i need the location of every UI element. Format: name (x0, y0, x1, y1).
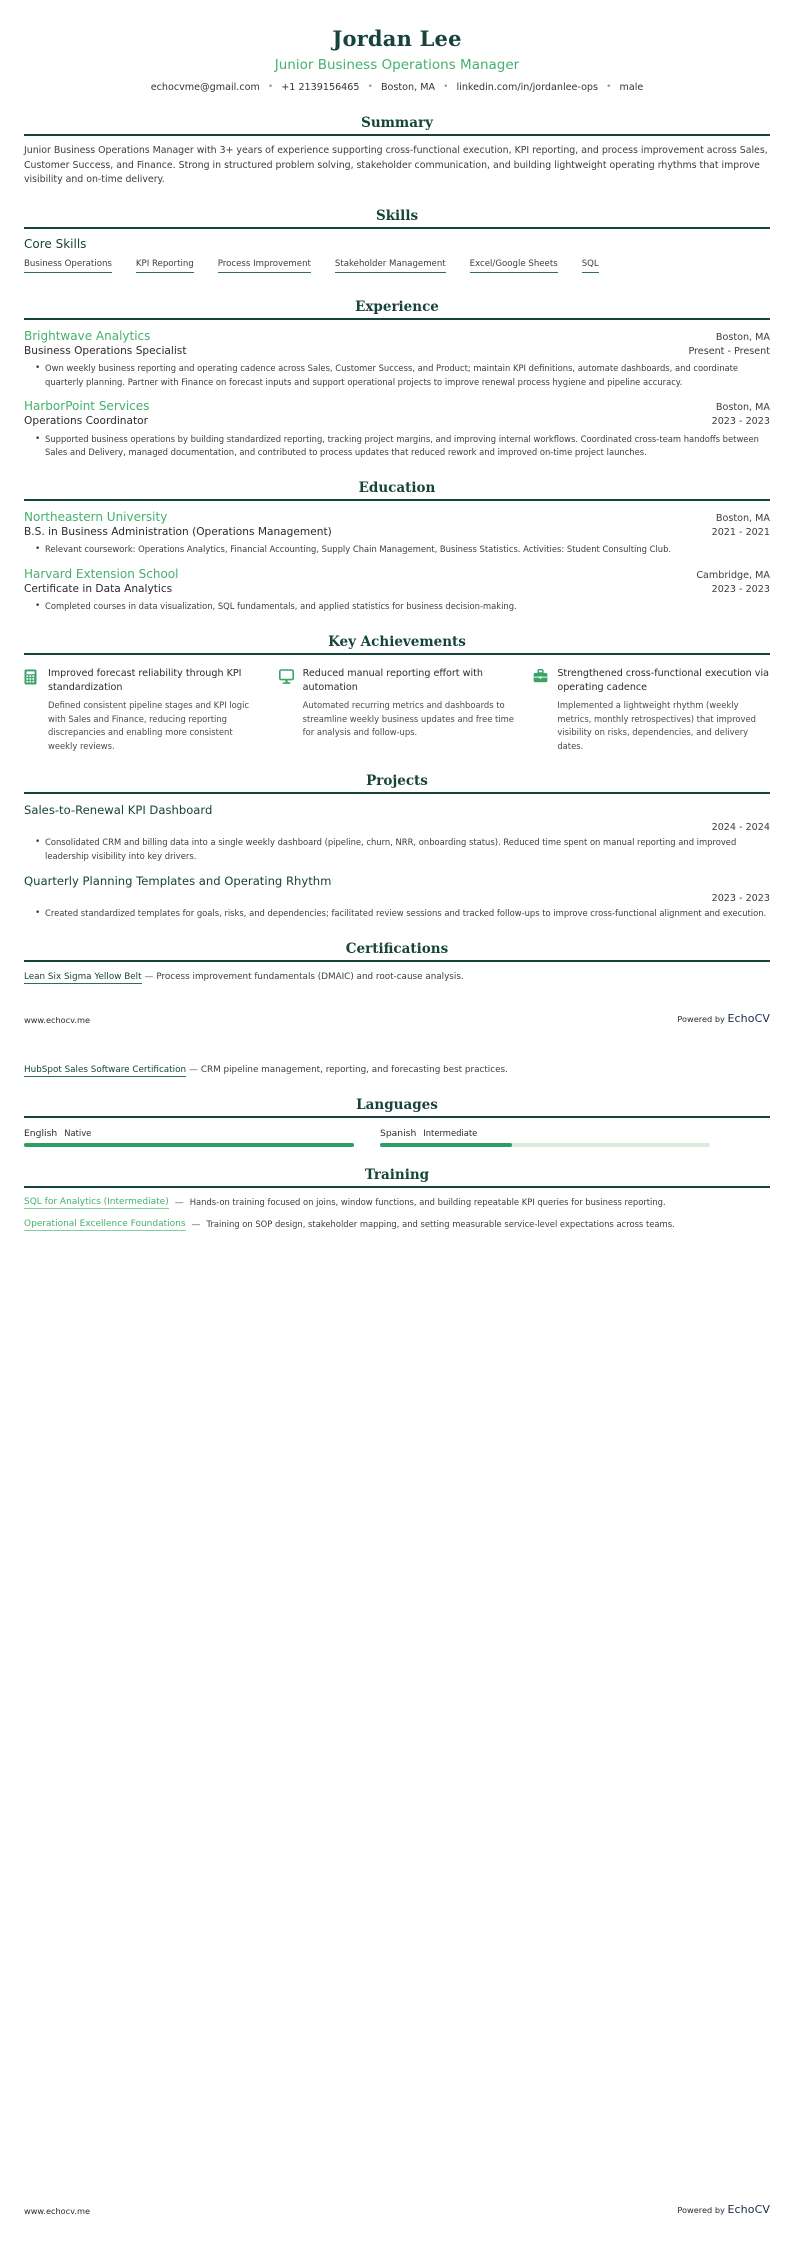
contact-linkedin[interactable]: linkedin.com/in/jordanlee-ops (456, 82, 599, 94)
training-description: Training on SOP design, stakeholder mapping, and setting measurable service-level expectations across teams. (206, 1219, 675, 1230)
bullet-item: • Completed courses in data visualization, SQL fundamentals, and applied statistics for business decision-making. (37, 600, 770, 613)
section-experience (24, 299, 770, 460)
language-name: English (24, 1128, 58, 1140)
achievements-grid (24, 663, 770, 754)
certification-description: Process improvement fundamentals (DMAIC) and root-cause analysis. (156, 971, 464, 982)
section-heading-education: Education (358, 479, 436, 496)
project-dates: 2023 - 2023 (711, 893, 770, 905)
training-name: SQL for Analytics (Intermediate) (24, 1196, 169, 1207)
footer-powered-by (677, 2203, 770, 2216)
job-bullets (24, 433, 770, 460)
certification-name: HubSpot Sales Software Certification (24, 1064, 187, 1075)
resume-header (24, 0, 770, 95)
training-dash: — (191, 1219, 201, 1230)
section-divider (24, 1186, 770, 1188)
contact-separator-icon: • (267, 82, 274, 93)
brand-name: EchoCV (727, 1011, 770, 1025)
section-skills (24, 208, 770, 279)
footer-powered-by (677, 1012, 770, 1025)
section-divider (24, 499, 770, 501)
achievement-description: Defined consistent pipeline stages and KPI logic with Sales and Finance, reducing reporting discrepancies and enabling more consistent weekly reviews. (48, 700, 250, 751)
section-divider (24, 792, 770, 794)
experience-entry (24, 398, 770, 459)
school-name: Northeastern University (24, 509, 168, 524)
employer-name: HarborPoint Services (24, 399, 150, 414)
education-bullets (24, 600, 770, 613)
contact-phone[interactable]: +1 2139156465 (281, 82, 360, 94)
section-heading-certifications: Certifications (345, 940, 449, 957)
job-dates: 2023 - 2023 (711, 416, 770, 428)
project-dates: 2024 - 2024 (711, 822, 770, 834)
project-title: Sales-to-Renewal KPI Dashboard (24, 803, 213, 818)
language-item (380, 1128, 710, 1147)
certification-name: Lean Six Sigma Yellow Belt (24, 971, 142, 982)
section-languages (24, 1097, 770, 1147)
section-heading-summary: Summary (361, 115, 433, 132)
bullet-item: • Own weekly business reporting and operating cadence across Sales, Customer Success, and Product; maintain KPI definitions, automate dashboards, and coordinate quarterly planning. Partner with Finance on forecast inputs and support operational projects to improve renewal process hygiene and pipeline accuracy. (37, 362, 770, 389)
job-title: Operations Coordinator (24, 415, 149, 428)
calculator-icon (24, 667, 40, 754)
language-name: Spanish (380, 1128, 417, 1140)
skill-tag: SQL (582, 259, 599, 273)
employer-location: Boston, MA (715, 402, 770, 414)
achievement-item (279, 667, 516, 754)
education-entry (24, 566, 770, 614)
training-dash: — (174, 1197, 184, 1208)
school-location: Boston, MA (715, 512, 770, 524)
section-summary (24, 115, 770, 188)
section-heading-skills: Skills (375, 207, 419, 224)
contact-separator-icon: • (606, 82, 612, 93)
powered-label: Powered by (677, 1013, 725, 1024)
language-item (24, 1128, 354, 1147)
monitor-icon (279, 667, 295, 754)
skill-tag: KPI Reporting (136, 259, 194, 273)
achievement-title: Strengthened cross-functional execution via operating cadence (557, 667, 770, 693)
project-bullets (24, 836, 770, 863)
section-training (24, 1167, 770, 1231)
training-item (24, 1196, 770, 1209)
certification-dash: — (144, 971, 154, 982)
achievement-title: Reduced manual reporting effort with automation (302, 667, 483, 693)
language-level: Native (64, 1128, 92, 1139)
project-entry (24, 802, 770, 863)
skill-tag: Process Improvement (218, 259, 311, 273)
training-item (24, 1218, 770, 1231)
languages-grid (24, 1126, 770, 1147)
contact-separator-icon: • (443, 82, 449, 93)
brand-name: EchoCV (727, 2203, 770, 2216)
achievement-description: Implemented a lightweight rhythm (weekly metrics, monthly retrospectives) that improved visibility on risks, dependencies, and delivery dates. (557, 700, 756, 751)
section-divider (24, 653, 770, 655)
section-heading-projects: Projects (366, 773, 428, 790)
certification-dash: — (189, 1064, 198, 1075)
achievement-item (24, 667, 261, 754)
contact-gender: male (619, 82, 644, 94)
footer-site-url[interactable]: www.echocv.me (24, 2206, 91, 2216)
section-heading-languages: Languages (356, 1097, 438, 1114)
degree-dates: 2021 - 2021 (711, 526, 770, 538)
section-certifications (24, 941, 770, 984)
bullet-item: • Supported business operations by building standardized reporting, tracking project margins, and improving internal workflows. Coordinated cross-team handoffs between Sales and Delivery, managed documentation, and contributed to process updates that reduced rework and improved on-time project launches. (37, 433, 770, 460)
bullet-item: • Consolidated CRM and billing data into a single weekly dashboard (pipeline, churn, NRR, onboarding status). Reduced time spent on manual reporting and improved leadership visibility into key drivers. (37, 836, 770, 863)
achievement-item (533, 667, 770, 754)
language-level: Intermediate (423, 1128, 478, 1139)
contact-line (24, 82, 770, 95)
language-proficiency-bar (380, 1143, 710, 1147)
education-bullets (24, 543, 770, 556)
page-title: Jordan Lee (332, 26, 462, 51)
summary-text: Junior Business Operations Manager with 3+ years of experience supporting cross-functional execution, KPI reporting, and process improvement across Sales, Customer Success, and Finance. Strong in structured problem solving, stakeholder communication, and building lightweight operating rhythms that improve visibility and on-time delivery. (24, 145, 768, 186)
education-entry (24, 509, 770, 557)
skill-tag: Business Operations (24, 259, 112, 273)
experience-entry (24, 328, 770, 389)
section-divider (24, 134, 770, 136)
footer-site-url[interactable]: www.echocv.me (24, 1014, 91, 1025)
section-heading-training: Training (364, 1167, 430, 1184)
powered-label: Powered by (677, 2205, 725, 2215)
job-bullets (24, 362, 770, 389)
certification-description: CRM pipeline management, reporting, and forecasting best practices. (200, 1064, 508, 1075)
section-projects (24, 773, 770, 921)
degree-dates: 2023 - 2023 (711, 583, 770, 595)
degree-title: B.S. in Business Administration (Operations Management) (24, 525, 332, 538)
school-name: Harvard Extension School (24, 566, 179, 581)
section-heading-experience: Experience (355, 298, 439, 315)
skill-tag: Stakeholder Management (335, 259, 446, 273)
briefcase-icon (533, 667, 549, 754)
achievement-description: Automated recurring metrics and dashboards to streamline weekly business updates and free time for analysis and follow-ups. (302, 700, 514, 738)
employer-location: Boston, MA (715, 331, 770, 343)
section-divider (24, 960, 770, 962)
section-divider (24, 1116, 770, 1118)
skills-group-title: Core Skills (24, 236, 87, 251)
skills-list (24, 259, 770, 279)
project-title: Quarterly Planning Templates and Operating Rhythm (24, 874, 332, 889)
employer-name: Brightwave Analytics (24, 328, 151, 343)
bullet-item: • Created standardized templates for goals, risks, and dependencies; facilitated review sessions and tracked follow-ups to improve cross-functional alignment and execution. (37, 907, 770, 920)
contact-separator-icon: • (367, 82, 373, 93)
page-footer-break (24, 1012, 770, 1025)
training-name: Operational Excellence Foundations (24, 1218, 186, 1229)
contact-email[interactable]: echocvme@gmail.com (150, 82, 260, 94)
skill-tag: Excel/Google Sheets (470, 259, 558, 273)
training-description: Hands-on training focused on joins, window functions, and building repeatable KPI queries for business reporting. (189, 1197, 666, 1208)
section-divider (24, 318, 770, 320)
headline: Junior Business Operations Manager (274, 57, 520, 74)
job-title: Business Operations Specialist (24, 344, 187, 357)
bullet-item: • Relevant coursework: Operations Analytics, Financial Accounting, Supply Chain Management, Business Statistics. Activities: Student Consulting Club. (37, 543, 770, 556)
section-education (24, 480, 770, 614)
degree-title: Certificate in Data Analytics (24, 582, 173, 595)
section-divider (24, 227, 770, 229)
school-location: Cambridge, MA (696, 569, 770, 581)
certification-item (24, 1063, 770, 1077)
page-footer (24, 2203, 770, 2216)
project-entry (24, 873, 770, 921)
language-proficiency-bar (24, 1143, 354, 1147)
section-heading-achievements: Key Achievements (328, 633, 466, 650)
contact-location: Boston, MA (380, 82, 436, 94)
certification-item (24, 970, 770, 984)
project-bullets (24, 907, 770, 920)
section-key-achievements (24, 634, 770, 754)
job-dates: Present - Present (688, 345, 770, 357)
achievement-title: Improved forecast reliability through KPI standardization (48, 667, 242, 693)
